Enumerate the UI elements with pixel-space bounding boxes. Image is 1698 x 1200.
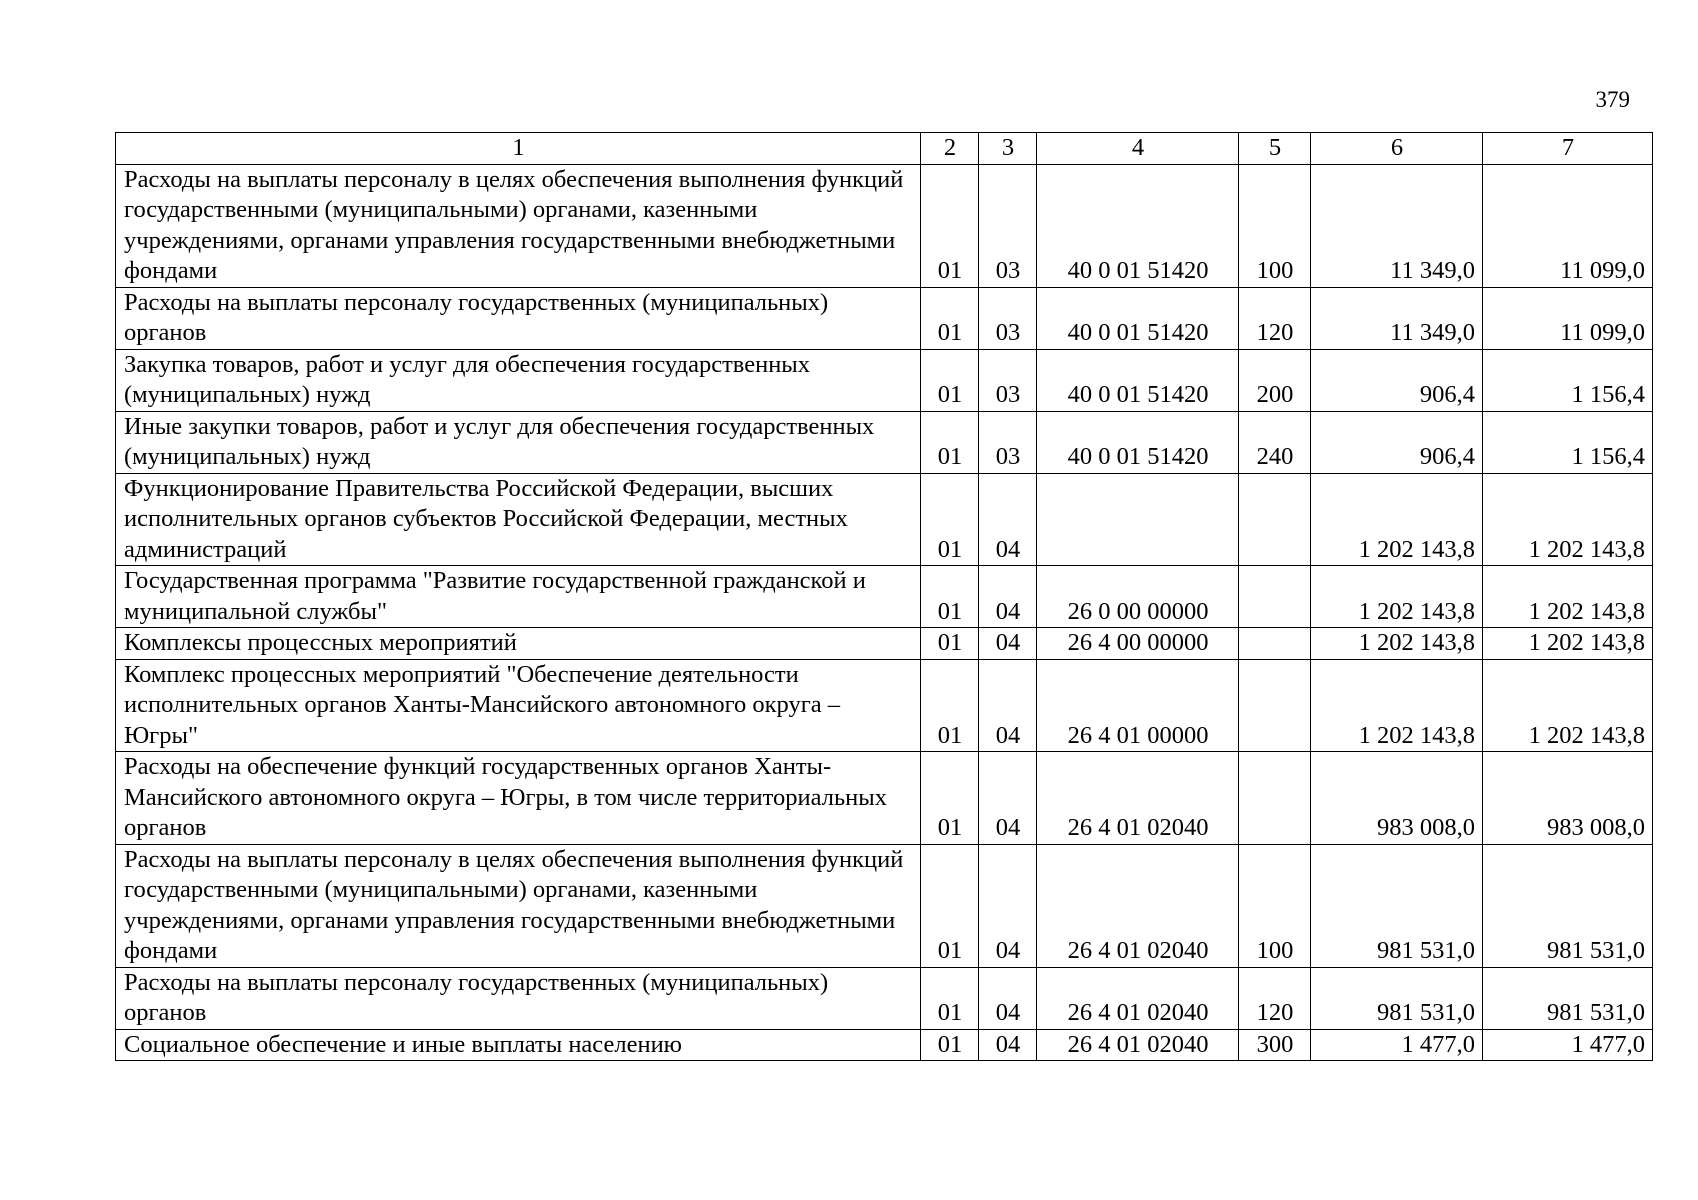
row-target-code bbox=[1037, 473, 1239, 566]
table-row bbox=[116, 287, 1653, 349]
row-section: 01 bbox=[921, 752, 979, 845]
table-row bbox=[116, 844, 1653, 967]
row-subsection: 04 bbox=[979, 659, 1037, 752]
row-name: Функционирование Правительства Российской Федерации, высших исполнительных органов субъектов Российской Федерации, местных администраций bbox=[116, 473, 921, 566]
row-amount-7: 1 202 143,8 bbox=[1483, 659, 1653, 752]
row-subsection: 04 bbox=[979, 752, 1037, 845]
row-name: Расходы на выплаты персоналу государственных (муниципальных) органов bbox=[116, 967, 921, 1029]
row-expense-type: 120 bbox=[1239, 287, 1311, 349]
header-col-3: 3 bbox=[979, 133, 1037, 165]
row-expense-type: 100 bbox=[1239, 164, 1311, 287]
header-col-6: 6 bbox=[1311, 133, 1483, 165]
header-col-7: 7 bbox=[1483, 133, 1653, 165]
row-section: 01 bbox=[921, 659, 979, 752]
row-amount-7: 1 156,4 bbox=[1483, 411, 1653, 473]
row-subsection: 04 bbox=[979, 473, 1037, 566]
row-expense-type bbox=[1239, 752, 1311, 845]
table-row bbox=[116, 752, 1653, 845]
row-target-code: 40 0 01 51420 bbox=[1037, 287, 1239, 349]
row-amount-7: 1 202 143,8 bbox=[1483, 566, 1653, 628]
header-col-5: 5 bbox=[1239, 133, 1311, 165]
row-amount-7: 11 099,0 bbox=[1483, 287, 1653, 349]
row-name: Расходы на выплаты персоналу в целях обеспечения выполнения функций государственными (муниципальными) органами, казенными учреждениями, органами управления государственными внебюджетными фондами bbox=[116, 164, 921, 287]
header-col-2: 2 bbox=[921, 133, 979, 165]
row-amount-7: 1 477,0 bbox=[1483, 1029, 1653, 1061]
table-row bbox=[116, 1029, 1653, 1061]
row-section: 01 bbox=[921, 1029, 979, 1061]
row-section: 01 bbox=[921, 566, 979, 628]
row-amount-7: 983 008,0 bbox=[1483, 752, 1653, 845]
row-section: 01 bbox=[921, 628, 979, 660]
row-amount-7: 11 099,0 bbox=[1483, 164, 1653, 287]
table-row bbox=[116, 659, 1653, 752]
budget-table bbox=[115, 132, 1653, 1061]
row-name: Иные закупки товаров, работ и услуг для обеспечения государственных (муниципальных) нужд bbox=[116, 411, 921, 473]
row-section: 01 bbox=[921, 967, 979, 1029]
row-amount-6: 1 202 143,8 bbox=[1311, 566, 1483, 628]
row-section: 01 bbox=[921, 349, 979, 411]
row-subsection: 04 bbox=[979, 566, 1037, 628]
row-target-code: 26 4 01 00000 bbox=[1037, 659, 1239, 752]
row-amount-7: 1 202 143,8 bbox=[1483, 628, 1653, 660]
row-amount-7: 1 156,4 bbox=[1483, 349, 1653, 411]
row-amount-6: 1 202 143,8 bbox=[1311, 628, 1483, 660]
row-expense-type bbox=[1239, 566, 1311, 628]
row-subsection: 04 bbox=[979, 628, 1037, 660]
row-amount-6: 983 008,0 bbox=[1311, 752, 1483, 845]
table-row bbox=[116, 967, 1653, 1029]
row-subsection: 03 bbox=[979, 349, 1037, 411]
row-section: 01 bbox=[921, 164, 979, 287]
table-row bbox=[116, 164, 1653, 287]
row-amount-6: 1 202 143,8 bbox=[1311, 659, 1483, 752]
row-amount-6: 981 531,0 bbox=[1311, 844, 1483, 967]
row-name: Комплекс процессных мероприятий "Обеспечение деятельности исполнительных органов Ханты-Мансийского автономного округа – Югры" bbox=[116, 659, 921, 752]
row-expense-type: 100 bbox=[1239, 844, 1311, 967]
row-section: 01 bbox=[921, 844, 979, 967]
table-row bbox=[116, 349, 1653, 411]
row-name: Комплексы процессных мероприятий bbox=[116, 628, 921, 660]
header-col-1: 1 bbox=[116, 133, 921, 165]
row-target-code: 40 0 01 51420 bbox=[1037, 411, 1239, 473]
header-col-4: 4 bbox=[1037, 133, 1239, 165]
row-subsection: 03 bbox=[979, 287, 1037, 349]
row-section: 01 bbox=[921, 473, 979, 566]
row-amount-6: 1 477,0 bbox=[1311, 1029, 1483, 1061]
row-target-code: 26 4 01 02040 bbox=[1037, 844, 1239, 967]
row-amount-6: 11 349,0 bbox=[1311, 164, 1483, 287]
row-target-code: 26 4 01 02040 bbox=[1037, 967, 1239, 1029]
row-name: Расходы на выплаты персоналу в целях обеспечения выполнения функций государственными (муниципальными) органами, казенными учреждениями, органами управления государственными внебюджетными фондами bbox=[116, 844, 921, 967]
row-amount-7: 981 531,0 bbox=[1483, 967, 1653, 1029]
row-name: Государственная программа "Развитие государственной гражданской и муниципальной службы" bbox=[116, 566, 921, 628]
row-subsection: 03 bbox=[979, 411, 1037, 473]
row-name: Расходы на обеспечение функций государственных органов Ханты-Мансийского автономного округа – Югры, в том числе территориальных органов bbox=[116, 752, 921, 845]
row-subsection: 04 bbox=[979, 844, 1037, 967]
table-row bbox=[116, 566, 1653, 628]
row-amount-6: 1 202 143,8 bbox=[1311, 473, 1483, 566]
row-expense-type: 240 bbox=[1239, 411, 1311, 473]
row-target-code: 26 0 00 00000 bbox=[1037, 566, 1239, 628]
page-number: 379 bbox=[1595, 87, 1630, 112]
row-expense-type bbox=[1239, 628, 1311, 660]
row-name: Закупка товаров, работ и услуг для обеспечения государственных (муниципальных) нужд bbox=[116, 349, 921, 411]
row-name: Социальное обеспечение и иные выплаты населению bbox=[116, 1029, 921, 1061]
row-amount-6: 906,4 bbox=[1311, 349, 1483, 411]
row-target-code: 26 4 00 00000 bbox=[1037, 628, 1239, 660]
table-row bbox=[116, 628, 1653, 660]
row-expense-type bbox=[1239, 473, 1311, 566]
row-target-code: 26 4 01 02040 bbox=[1037, 752, 1239, 845]
row-amount-6: 906,4 bbox=[1311, 411, 1483, 473]
row-expense-type bbox=[1239, 659, 1311, 752]
header-row bbox=[116, 133, 1653, 165]
row-amount-6: 981 531,0 bbox=[1311, 967, 1483, 1029]
row-name: Расходы на выплаты персоналу государственных (муниципальных) органов bbox=[116, 287, 921, 349]
row-amount-6: 11 349,0 bbox=[1311, 287, 1483, 349]
row-section: 01 bbox=[921, 287, 979, 349]
row-amount-7: 1 202 143,8 bbox=[1483, 473, 1653, 566]
row-target-code: 26 4 01 02040 bbox=[1037, 1029, 1239, 1061]
row-subsection: 04 bbox=[979, 967, 1037, 1029]
row-section: 01 bbox=[921, 411, 979, 473]
row-amount-7: 981 531,0 bbox=[1483, 844, 1653, 967]
table-row bbox=[116, 411, 1653, 473]
table-row bbox=[116, 473, 1653, 566]
row-target-code: 40 0 01 51420 bbox=[1037, 164, 1239, 287]
row-expense-type: 300 bbox=[1239, 1029, 1311, 1061]
row-expense-type: 200 bbox=[1239, 349, 1311, 411]
row-subsection: 03 bbox=[979, 164, 1037, 287]
row-target-code: 40 0 01 51420 bbox=[1037, 349, 1239, 411]
row-subsection: 04 bbox=[979, 1029, 1037, 1061]
row-expense-type: 120 bbox=[1239, 967, 1311, 1029]
